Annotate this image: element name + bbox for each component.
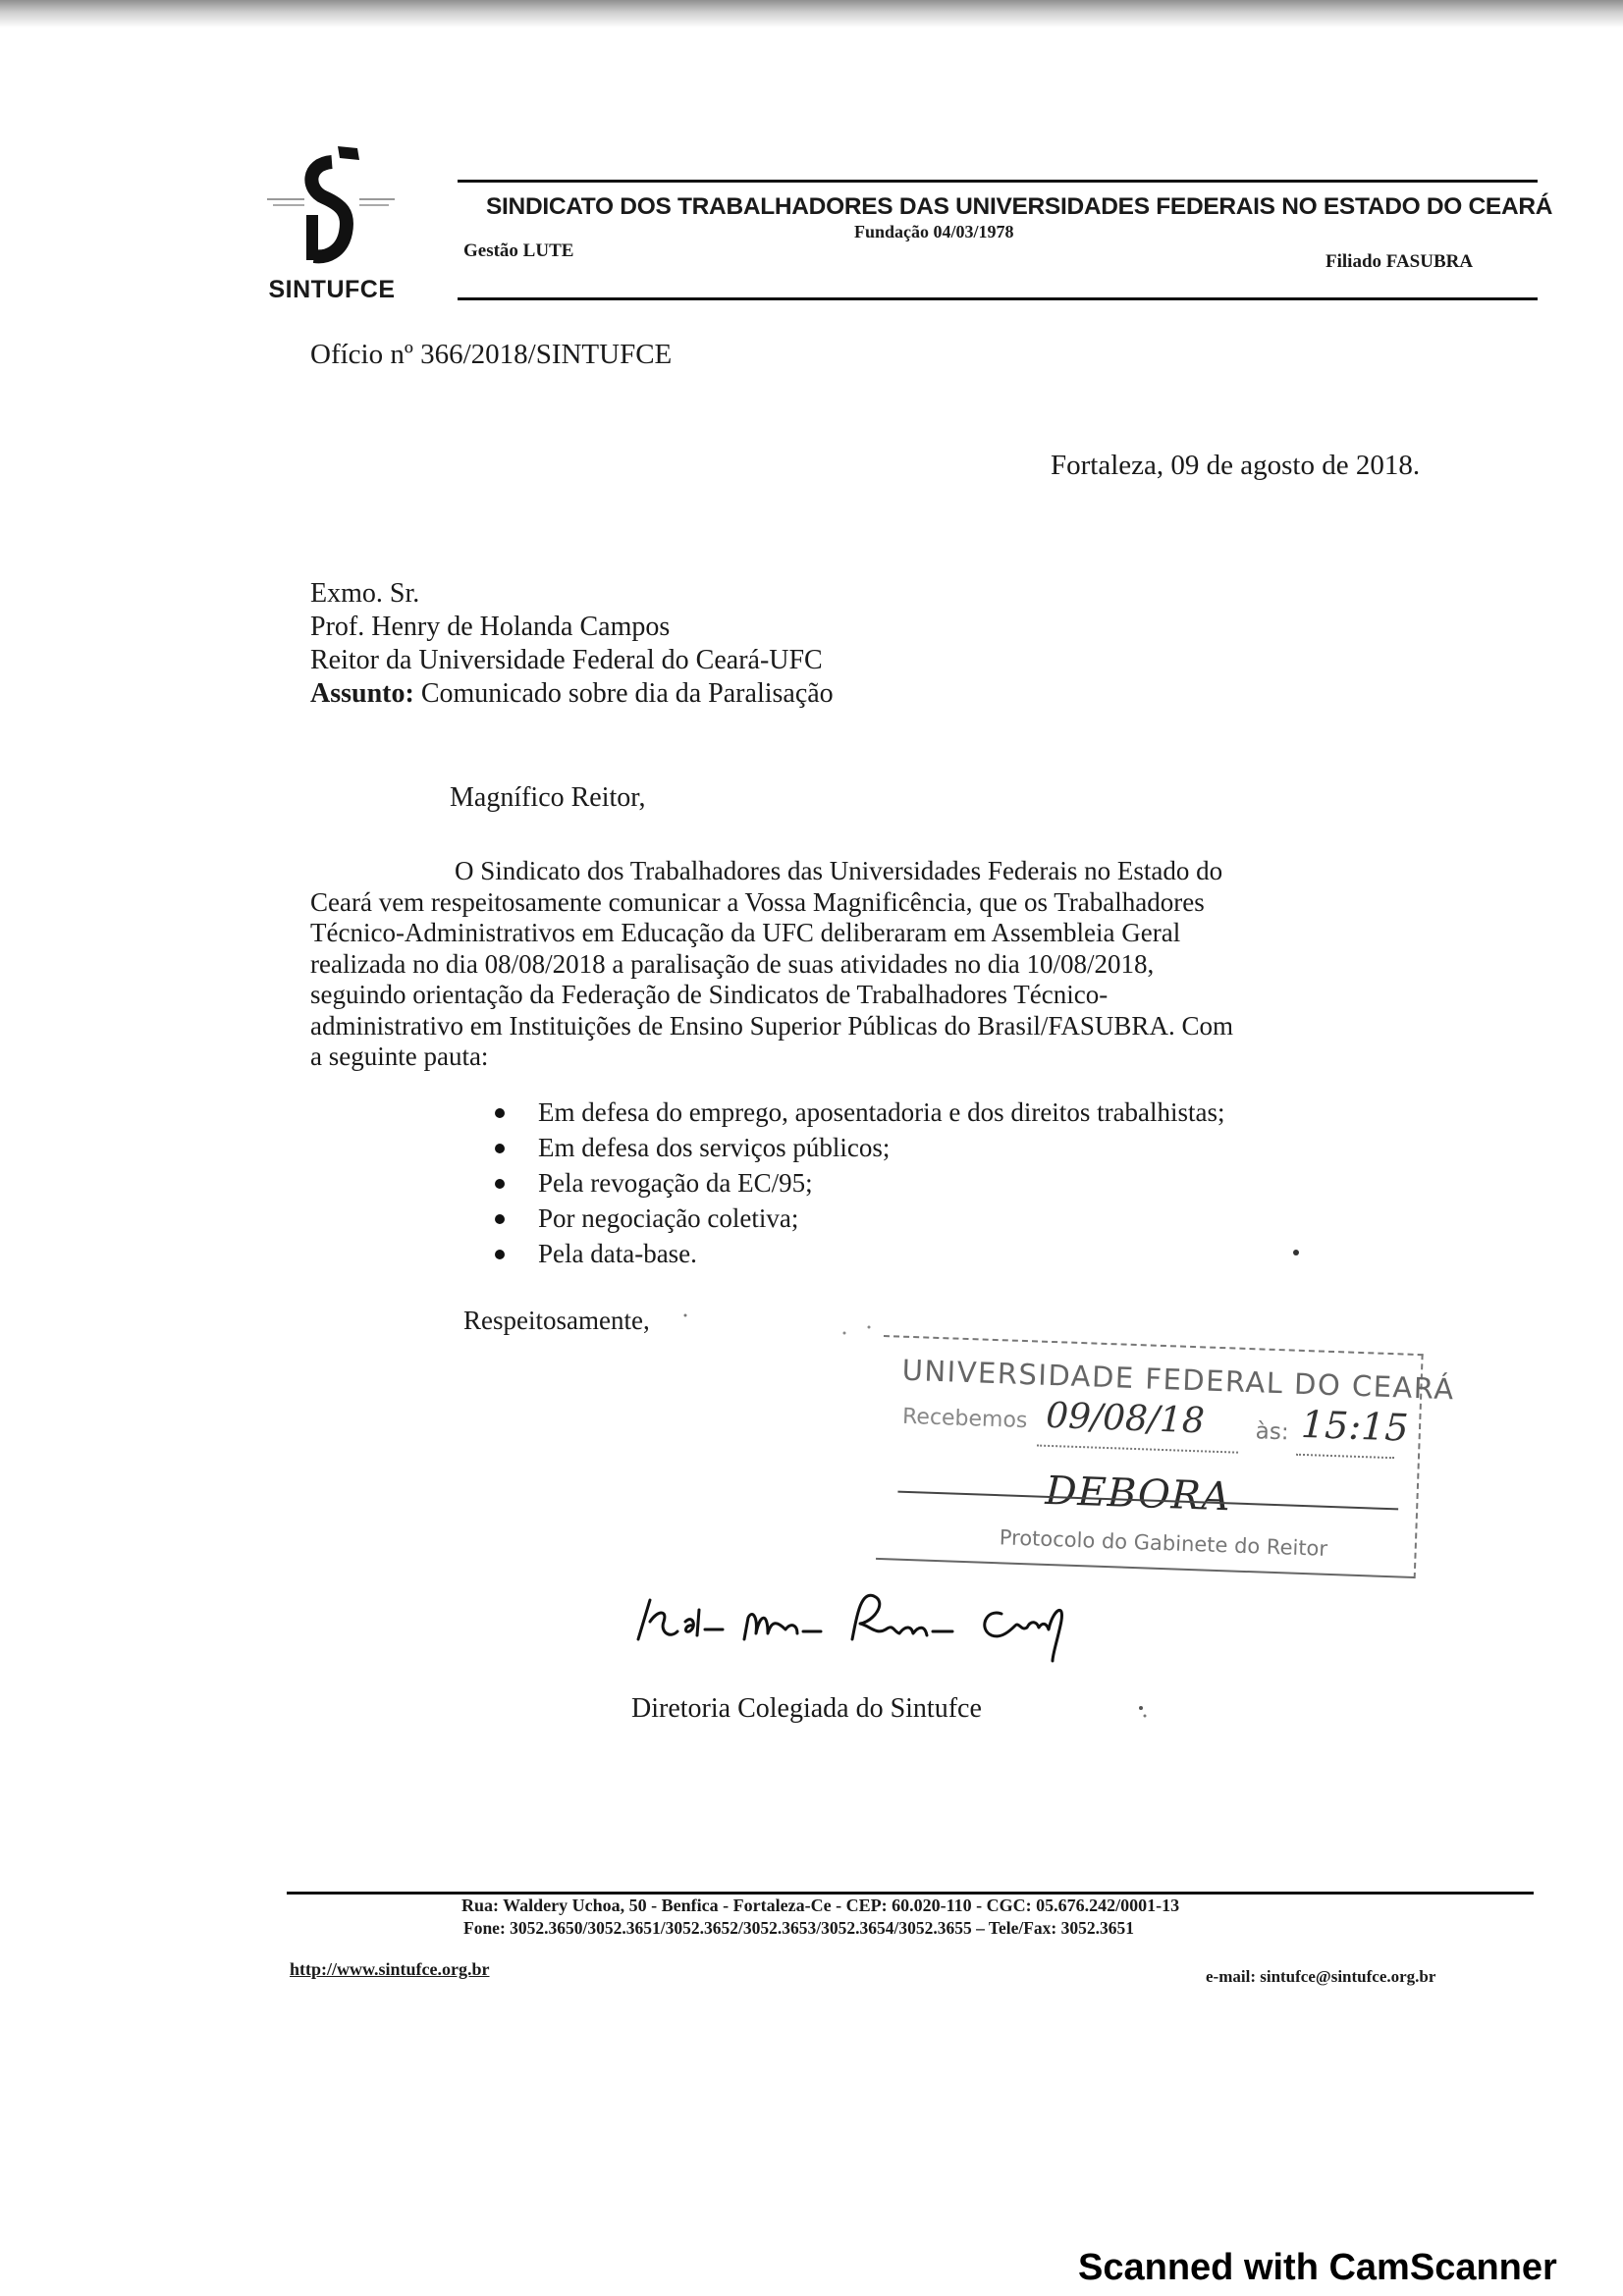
footer-address: Rua: Waldery Uchoa, 50 - Benfica - Fortaleza-Ce - CEP: 60.020-110 - CGC: 05.676.242/0001-13 xyxy=(461,1896,1180,1915)
header-top-rule xyxy=(458,180,1538,183)
letter-reference: Ofício nº 366/2018/SINTUFCE xyxy=(310,339,673,370)
affiliation-label: Filiado FASUBRA xyxy=(1325,251,1474,272)
logo-emblem-icon xyxy=(267,142,397,275)
paragraph-line: seguindo orientação da Federação de Sindicatos de Trabalhadores Técnico- xyxy=(310,980,1109,1009)
paragraph-line: administrativo em Instituições de Ensino Superior Públicas do Brasil/FASUBRA. Com xyxy=(310,1010,1233,1041)
received-stamp xyxy=(876,1335,1456,1589)
agenda-item: Pela data-base. xyxy=(491,1236,1225,1271)
stamp-received-label: Recebemos xyxy=(901,1404,1028,1434)
paragraph-line: realizada no dia 08/08/2018 a paralisação de suas atividades no dia 10/08/2018, xyxy=(310,948,1155,979)
date-line: Fortaleza, 09 de agosto de 2018. xyxy=(1051,450,1421,481)
stamp-time-label: às: xyxy=(1255,1418,1290,1446)
founded-date: Fundação 04/03/1978 xyxy=(854,222,1014,241)
paragraph-line: Técnico-Administrativos em Educação da UFC deliberaram em Assembleia Geral xyxy=(310,918,1181,947)
paragraph-line: a seguinte pauta: xyxy=(310,1041,489,1071)
body-paragraph xyxy=(310,856,1364,1073)
logo-text: SINTUFCE xyxy=(268,276,396,303)
stamp-received-date: 09/08/18 xyxy=(1045,1395,1206,1442)
sintufce-logo xyxy=(267,142,397,304)
paragraph-line: O Sindicato dos Trabalhadores das Universidades Federais no Estado do xyxy=(455,856,1223,885)
stamp-time: 15:15 xyxy=(1300,1402,1410,1450)
footer-phones: Fone: 3052.3650/3052.3651/3052.3652/3052.3653/3052.3654/3052.3655 – Tele/Fax: 3052.3651 xyxy=(463,1918,1134,1938)
paragraph-line: Ceará vem respeitosamente comunicar a Vossa Magnificência, que os Trabalhadores xyxy=(310,886,1205,917)
signatory: Diretoria Colegiada do Sintufce xyxy=(631,1693,982,1724)
recipient-title: Exmo. Sr. xyxy=(310,578,420,609)
stamp-footer: Protocolo do Gabinete do Reitor xyxy=(999,1525,1328,1561)
scanner-watermark: Scanned with CamScanner xyxy=(1078,2247,1557,2288)
closing: Respeitosamente, xyxy=(463,1306,650,1335)
footer-rule xyxy=(287,1892,1534,1895)
agenda-list xyxy=(491,1095,1225,1271)
scan-edge-shadow xyxy=(0,0,1623,27)
agenda-item: Pela revogação da EC/95; xyxy=(491,1165,1225,1201)
organization-title: SINDICATO DOS TRABALHADORES DAS UNIVERSIDADES FEDERAIS NO ESTADO DO CEARÁ xyxy=(486,193,1553,220)
footer-website-link[interactable]: http://www.sintufce.org.br xyxy=(290,1959,490,1979)
salutation: Magnífico Reitor, xyxy=(450,782,646,813)
stamp-institution: UNIVERSIDADE FEDERAL DO CEARÁ xyxy=(901,1353,1456,1407)
subject-label: Assunto: xyxy=(310,678,414,709)
recipient-name: Prof. Henry de Holanda Campos xyxy=(310,612,671,642)
header-bottom-rule xyxy=(458,297,1538,300)
footer-email: e-mail: sintufce@sintufce.org.br xyxy=(1206,1967,1436,1986)
agenda-item: Por negociação coletiva; xyxy=(491,1201,1225,1236)
agenda-item: Em defesa do emprego, aposentadoria e dos direitos trabalhistas; xyxy=(491,1095,1225,1130)
subject-line xyxy=(310,677,834,711)
subject-text: Comunicado sobre dia da Paralisação xyxy=(413,678,834,709)
recipient-role: Reitor da Universidade Federal do Ceará-UFC xyxy=(310,645,823,675)
recipient-block xyxy=(310,577,834,711)
stamp-receiver-name: DEBORA xyxy=(1044,1468,1232,1521)
management-label: Gestão LUTE xyxy=(463,240,574,261)
handwritten-signature xyxy=(628,1571,1139,1669)
agenda-item: Em defesa dos serviços públicos; xyxy=(491,1130,1225,1165)
